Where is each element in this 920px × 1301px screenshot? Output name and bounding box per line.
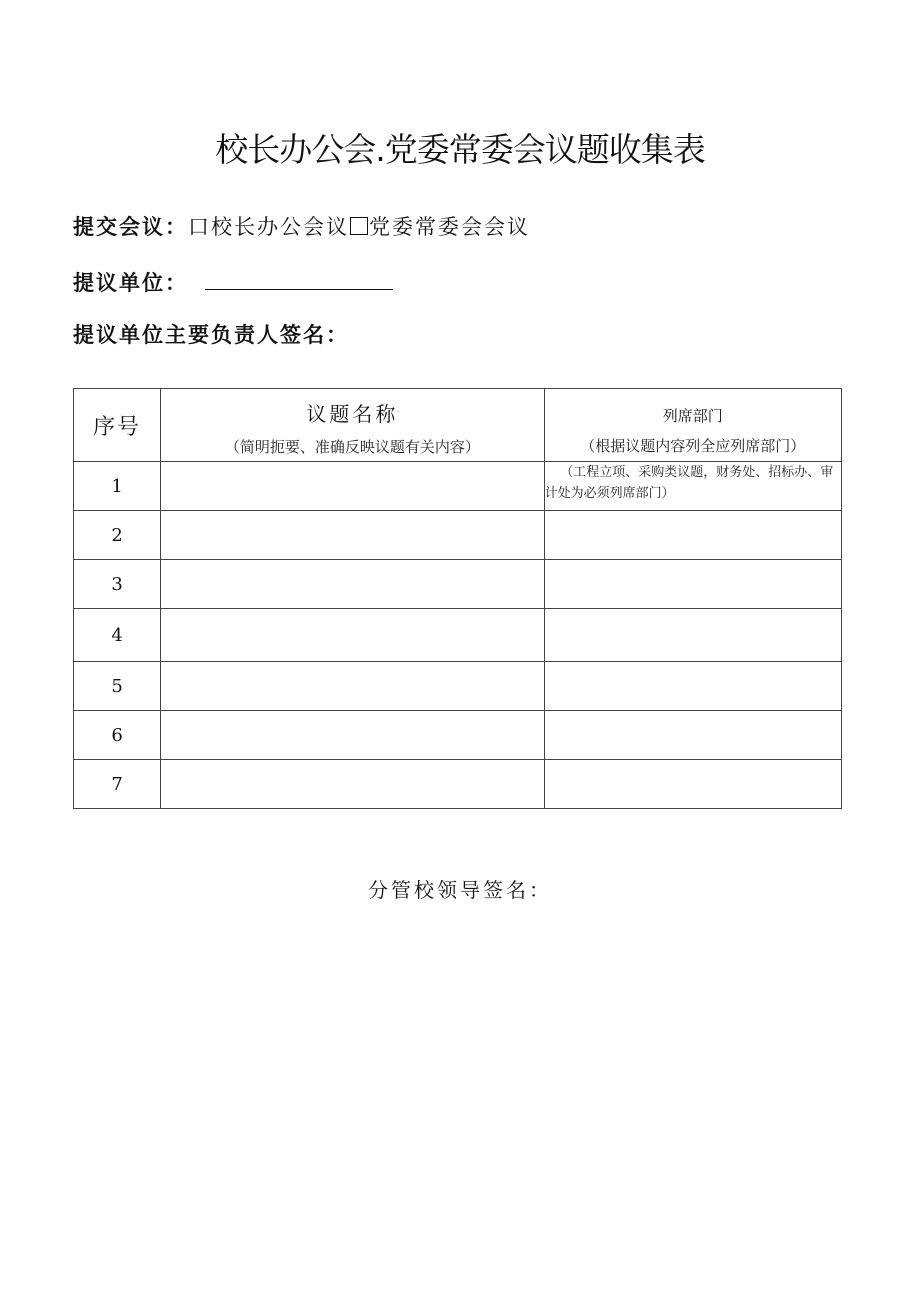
row-seq: 1 [74, 462, 161, 511]
row-dept-cell[interactable] [544, 711, 841, 760]
responsible-signature-label: 提议单位主要负责人签名： [73, 322, 349, 347]
table-row [74, 511, 842, 560]
table-header-row [74, 389, 842, 462]
table-row [74, 462, 842, 511]
option-2-label: 党委常委会会议 [369, 215, 530, 239]
row-dept-cell[interactable] [544, 662, 841, 711]
row-topic-cell[interactable] [161, 711, 544, 760]
row-seq: 6 [74, 711, 161, 760]
proposing-unit-field [73, 268, 188, 298]
row-dept-cell[interactable] [544, 511, 841, 560]
header-topic [161, 389, 544, 462]
row-topic-cell[interactable] [161, 462, 544, 511]
table-row [74, 560, 842, 609]
proposing-unit-input[interactable] [205, 289, 393, 290]
row-seq: 4 [74, 609, 161, 662]
row-dept-cell[interactable] [544, 609, 841, 662]
table-row [74, 662, 842, 711]
row-topic-cell[interactable] [161, 511, 544, 560]
table-row [74, 711, 842, 760]
row-dept-note[interactable]: （工程立项、采购类议题，财务处、招标办、审计处为必须列席部门） [544, 462, 841, 511]
header-seq: 序号 [74, 389, 161, 462]
responsible-signature-field [73, 320, 349, 350]
row-seq: 7 [74, 760, 161, 809]
page-title: 校长办公会.党委常委会议题收集表 [215, 130, 705, 169]
header-dept [544, 389, 841, 462]
meeting-type-field [73, 212, 530, 242]
row-seq: 5 [74, 662, 161, 711]
row-topic-cell[interactable] [161, 560, 544, 609]
meeting-type-label: 提交会议： [73, 214, 188, 239]
row-topic-cell[interactable] [161, 760, 544, 809]
leader-signature-label: 分管校领导签名： [368, 878, 552, 902]
row-seq: 3 [74, 560, 161, 609]
option-1-checkbox[interactable]: 口 [188, 215, 211, 239]
header-topic-label: 议题名称 [306, 402, 399, 426]
header-dept-label: 列席部门 [662, 407, 723, 425]
row-dept-cell[interactable] [544, 760, 841, 809]
option-1-label: 校长办公会议 [211, 215, 349, 239]
row-topic-cell[interactable] [161, 662, 544, 711]
row-topic-cell[interactable] [161, 609, 544, 662]
row-seq: 2 [74, 511, 161, 560]
header-topic-note: （简明扼要、准确反映议题有关内容） [224, 438, 480, 456]
topic-table [73, 388, 842, 809]
table-row [74, 760, 842, 809]
option-2-checkbox[interactable] [350, 217, 368, 235]
header-dept-note: （根据议题内容列全应列席部门） [580, 437, 806, 455]
row-dept-cell[interactable] [544, 560, 841, 609]
proposing-unit-label: 提议单位： [73, 270, 188, 295]
table-row [74, 609, 842, 662]
